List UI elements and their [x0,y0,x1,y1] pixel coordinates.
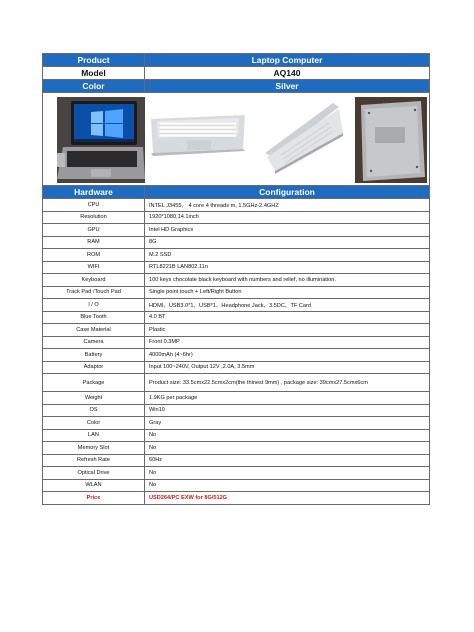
color-header-row [43,80,430,93]
spec-row-camera [43,336,430,349]
spec-label: Color [43,417,145,430]
spec-row-gpu [43,224,430,237]
spec-row-bluetooth [43,311,430,324]
spec-row-cpu [43,199,430,212]
spec-value: RTL8221B LAN802.11n [145,261,430,274]
spec-label: I / O [43,299,145,312]
spec-label: Battery [43,349,145,362]
color-label: Color [43,80,145,93]
spec-value: Win10 [145,404,430,417]
spec-value: No [145,467,430,480]
model-label: Model [43,67,145,80]
spec-row-trackpad [43,286,430,299]
spec-label: Optical Drive [43,467,145,480]
product-value: Laptop Computer [145,54,430,67]
product-label: Product [43,54,145,67]
spec-row-rom [43,249,430,262]
spec-label: GPU [43,224,145,237]
spec-row-adaptor [43,361,430,374]
hardware-heading: Hardware [43,186,145,199]
price-row [43,492,430,505]
spec-label: CPU [43,199,145,212]
photo-strip [43,93,429,185]
spec-row-battery [43,349,430,362]
spec-label: WIFI [43,261,145,274]
spec-value: Single point touch + Left/Right Button [145,286,430,299]
spec-label: Weight [43,392,145,405]
spec-value: 60Hz [145,454,430,467]
spec-label: Adaptor [43,361,145,374]
spec-label: Keyboard [43,274,145,287]
section-header-row [43,186,430,199]
spec-label: ROM [43,249,145,262]
spec-label: Camera [43,336,145,349]
spec-row-package [43,374,430,392]
spec-row-case-material [43,324,430,337]
spec-value: Input 100~240V, Output 12V ,2.0A, 3.5mm [145,361,430,374]
spec-row-io [43,299,430,312]
spec-value: No [145,429,430,442]
spec-value: 1.9KG per package [145,392,430,405]
spec-value: 4000mAh (4~6hr) [145,349,430,362]
spec-label: Track Pad /Touch Pad [43,286,145,299]
price-value: USD264/PC EXW for 8G/512G [145,492,430,505]
spec-value: Plastic [145,324,430,337]
spec-value: Product size: 33.5cmx22.5cmx2cm(the thinest 9mm) , package size: 39cmx27.5cmx6cm [145,374,430,392]
spec-value: 8G [145,236,430,249]
laptop-keyboard-photo [149,97,247,183]
spec-label: Case Material [43,324,145,337]
spec-table [42,53,430,505]
spec-row-ram [43,236,430,249]
spec-label: Refresh Rate [43,454,145,467]
spec-value: 4.0 BT [145,311,430,324]
spec-value: Front 0.3MP [145,336,430,349]
laptop-bottom-photo [355,97,427,183]
product-header-row [43,54,430,67]
spec-sheet [42,53,430,505]
price-label: Price [43,492,145,505]
spec-label: WLAN [43,479,145,492]
spec-row-wifi [43,261,430,274]
spec-value: 1920*1080,14.1inch [145,211,430,224]
spec-value: 100 keys chocolate black keyboard with numbers and relief, no illumination. [145,274,430,287]
spec-value: Gray [145,417,430,430]
spec-row-color [43,417,430,430]
spec-value: No [145,479,430,492]
spec-row-keyboard [43,274,430,287]
laptop-windows-photo [57,97,145,183]
spec-row-refresh-rate [43,454,430,467]
spec-row-os [43,404,430,417]
spec-label: Package [43,374,145,392]
spec-row-optical-drive [43,467,430,480]
configuration-heading: Configuration [145,186,430,199]
spec-row-wlan [43,479,430,492]
spec-value: INTEL J3455， 4 core 4 threads m, 1.5GHz-2.4GHZ [145,199,430,212]
spec-label: LAN [43,429,145,442]
laptop-side-photo [253,97,349,183]
spec-value: No [145,442,430,455]
spec-label: Memory Slot [43,442,145,455]
spec-value: M.2 SSD [145,249,430,262]
spec-label: Blue Tooth [43,311,145,324]
spec-label: RAM [43,236,145,249]
color-value: Silver [145,80,430,93]
spec-value: Intel HD Graphics [145,224,430,237]
spec-value: HDMI、USB3.0*1、USB*1、Headphone Jack、3.5DC、TF Card [145,299,430,312]
spec-row-lan [43,429,430,442]
model-value: AQ140 [145,67,430,80]
spec-row-memory-slot [43,442,430,455]
spec-label: OS [43,404,145,417]
model-row [43,67,430,80]
spec-row-weight [43,392,430,405]
spec-row-resolution [43,211,430,224]
photo-row [43,93,430,186]
spec-label: Resolution [43,211,145,224]
